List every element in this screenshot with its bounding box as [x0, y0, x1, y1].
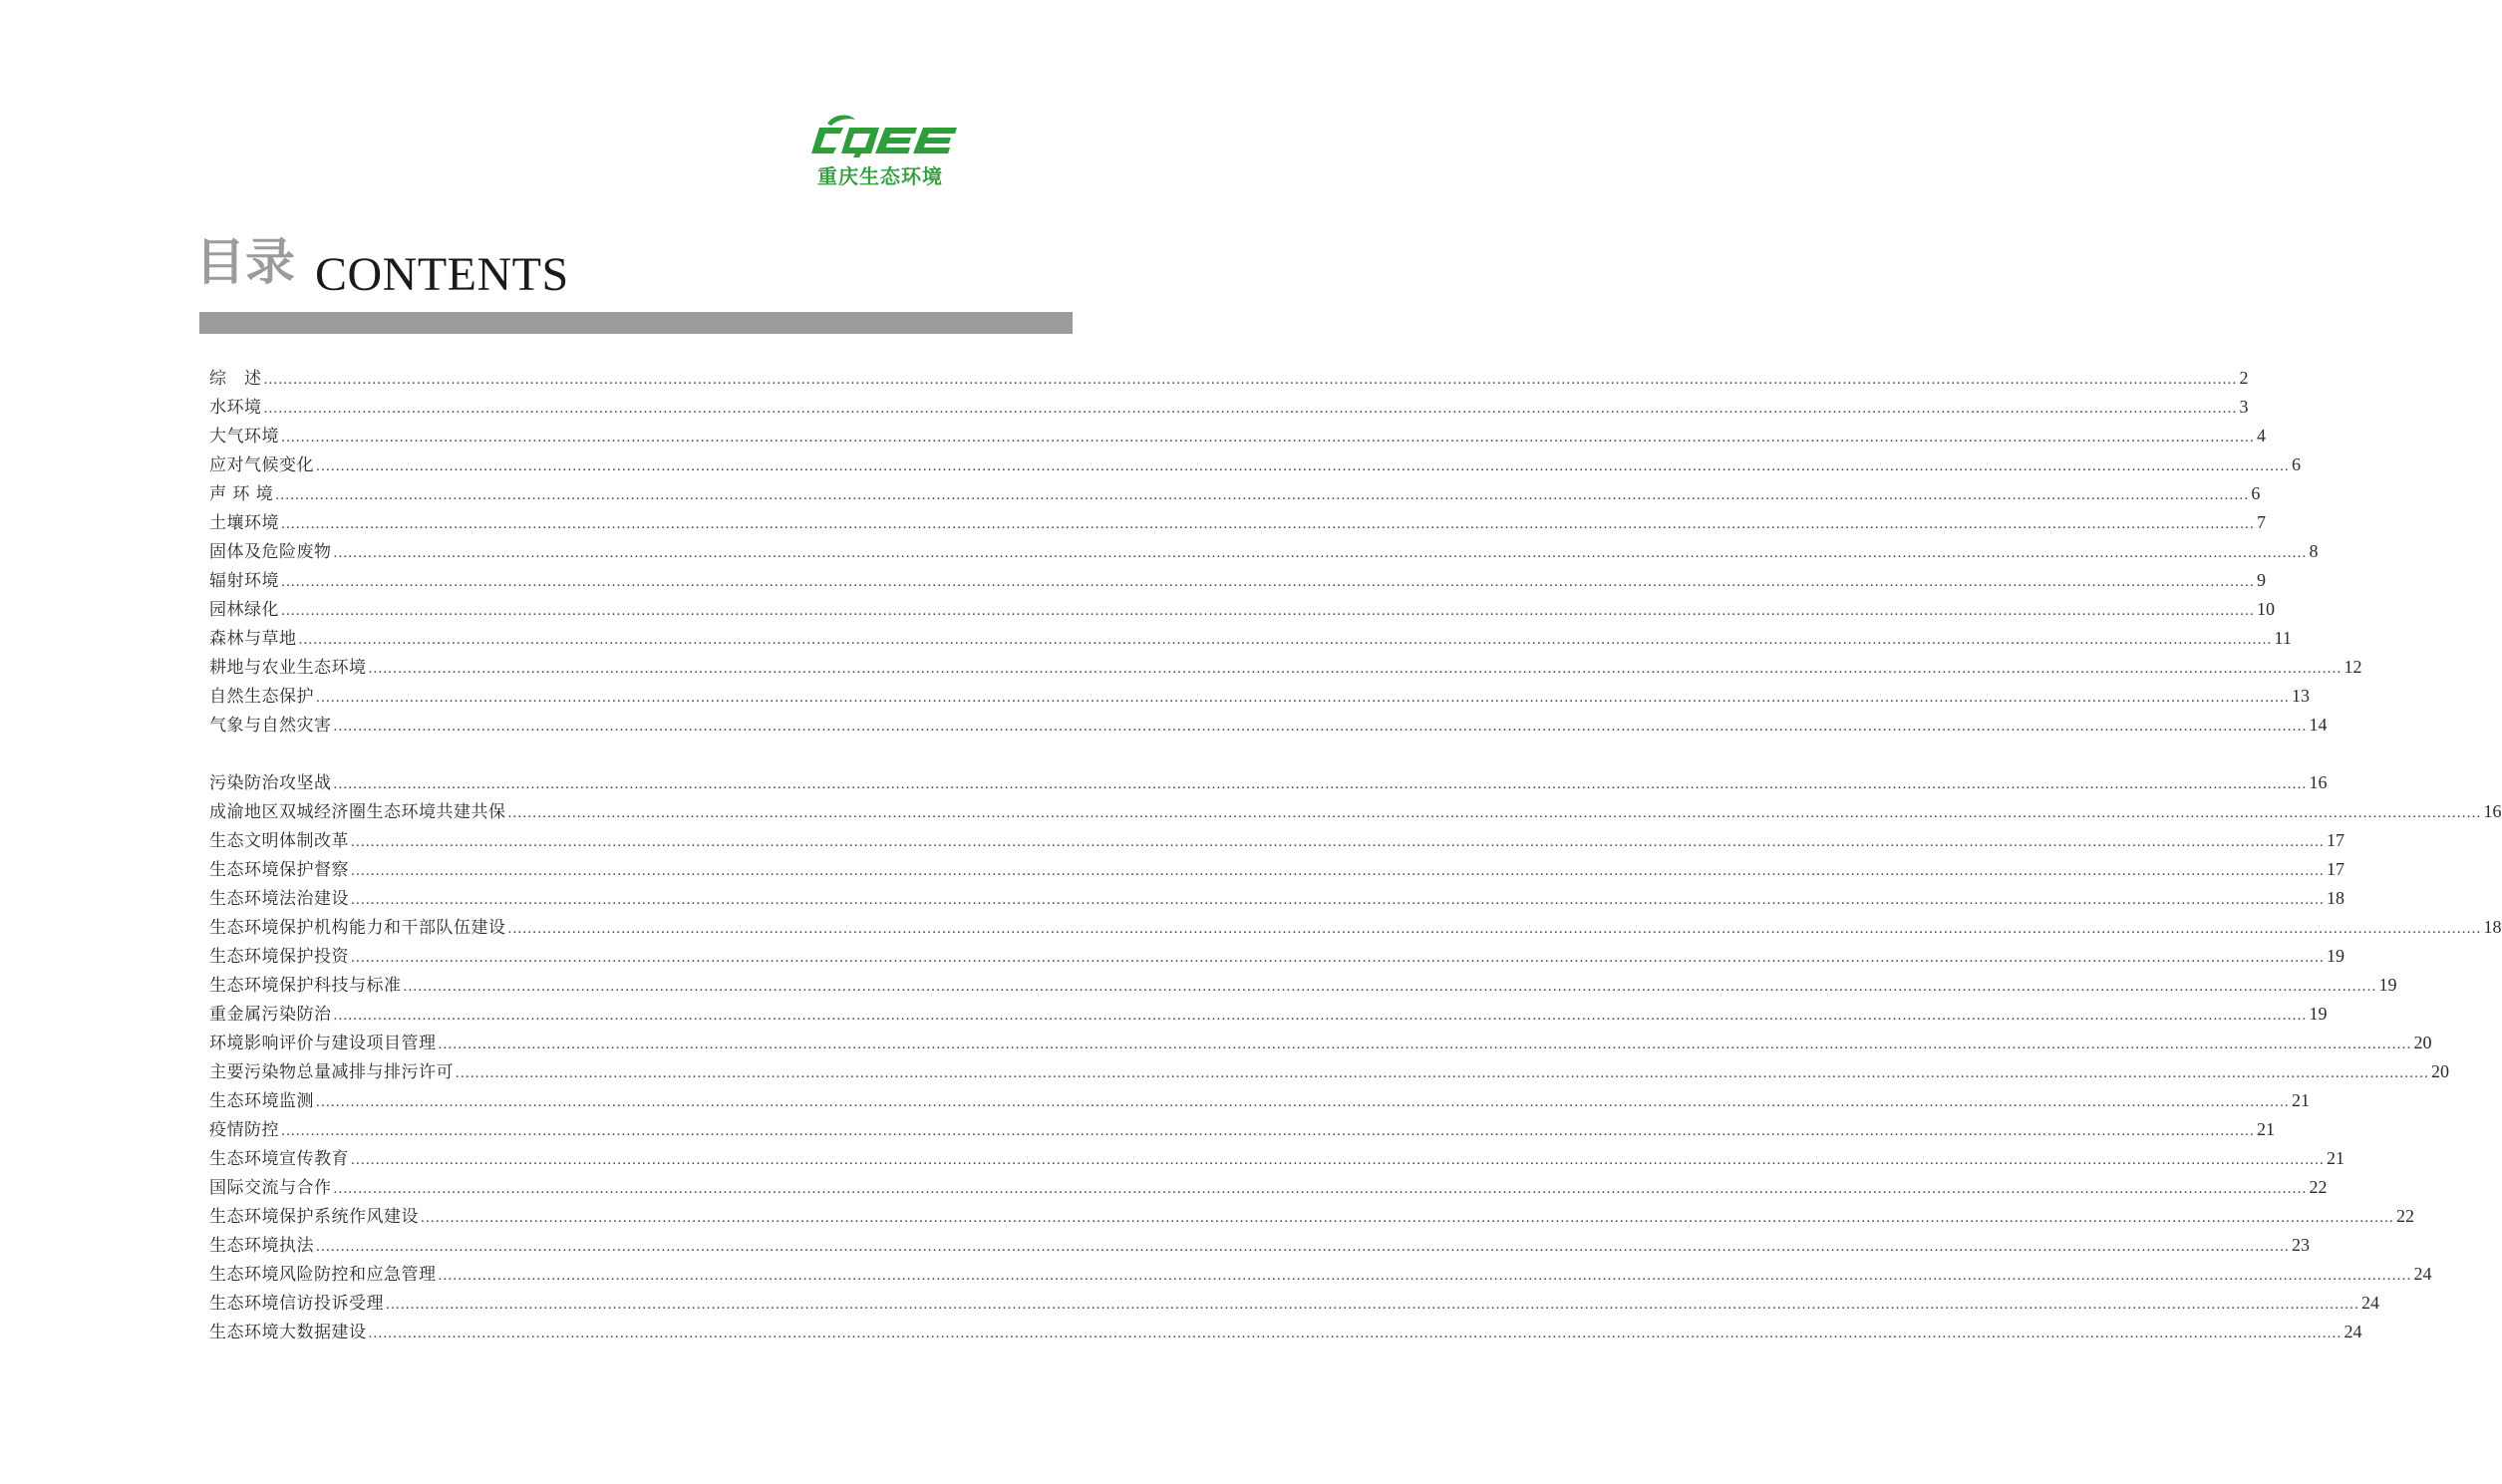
toc-dot-leader: ................................................................................................................................................................................................................................................................................................................................................................................................................: [263, 401, 2238, 417]
toc-entry-title: 辐射环境: [209, 571, 279, 591]
toc-page-number: 19: [2378, 975, 2397, 995]
toc-entry[interactable]: [209, 595, 2275, 624]
toc-entry-title: 大气环境: [209, 427, 279, 446]
toc-entry-title: 污染防治攻坚战: [209, 773, 332, 793]
toc-page-number: 17: [2327, 859, 2345, 879]
toc-page-number: 6: [2292, 454, 2301, 474]
toc-page-number: 4: [2257, 426, 2266, 445]
toc-page-number: 22: [2309, 1177, 2328, 1197]
toc-entry[interactable]: [209, 1086, 2310, 1115]
toc-dot-leader: ................................................................................................................................................................................................................................................................................................................................................................................................................: [333, 545, 2308, 561]
toc-entry-title: 生态环境保护机构能力和干部队伍建设: [209, 918, 506, 938]
toc-entry[interactable]: [209, 1029, 2432, 1057]
toc-dot-leader: ................................................................................................................................................................................................................................................................................................................................................................................................................: [421, 1210, 2394, 1226]
toc-dot-leader: ................................................................................................................................................................................................................................................................................................................................................................................................................: [333, 719, 2308, 735]
toc-dot-leader: ................................................................................................................................................................................................................................................................................................................................................................................................................: [368, 1326, 2343, 1341]
toc-page-number: 6: [2251, 483, 2261, 503]
toc-dot-leader: ................................................................................................................................................................................................................................................................................................................................................................................................................: [316, 1094, 2290, 1110]
toc-dot-leader: ................................................................................................................................................................................................................................................................................................................................................................................................................: [316, 690, 2290, 706]
toc-page-number: 24: [2361, 1293, 2379, 1313]
toc-entry-title: 综 述: [209, 369, 262, 389]
toc-entry[interactable]: [209, 1057, 2449, 1086]
toc-dot-leader: ................................................................................................................................................................................................................................................................................................................................................................................................................: [298, 632, 2273, 648]
toc-entry-title: 生态环境保护督察: [209, 860, 349, 880]
toc-dot-leader: ................................................................................................................................................................................................................................................................................................................................................................................................................: [386, 1297, 2359, 1313]
toc-dot-leader: ................................................................................................................................................................................................................................................................................................................................................................................................................: [281, 1123, 2255, 1139]
toc-dot-leader: ................................................................................................................................................................................................................................................................................................................................................................................................................: [333, 776, 2308, 792]
toc-entry-title: 应对气候变化: [209, 455, 314, 475]
toc-entry[interactable]: [209, 537, 2319, 566]
toc-page-number: 19: [2309, 1004, 2328, 1024]
toc-entry-title: 生态环境执法: [209, 1236, 314, 1256]
toc-entry[interactable]: [209, 971, 2397, 1000]
toc-dot-leader: ................................................................................................................................................................................................................................................................................................................................................................................................................: [263, 372, 2238, 388]
toc-entry[interactable]: [209, 797, 2502, 826]
toc-entry[interactable]: [209, 479, 2261, 508]
toc-page-number: 9: [2257, 570, 2266, 590]
toc-page-number: 2: [2239, 368, 2249, 388]
toc-entry[interactable]: [209, 913, 2502, 942]
toc-page-number: 16: [2483, 801, 2502, 821]
toc-page-number: 11: [2274, 628, 2292, 648]
toc-entry-title: 园林绿化: [209, 600, 279, 620]
toc-entry[interactable]: [209, 1115, 2275, 1144]
toc-page-number: 14: [2309, 715, 2328, 735]
toc-page-number: 23: [2292, 1235, 2310, 1255]
toc-page-number: 3: [2239, 397, 2249, 417]
toc-entry-title: 重金属污染防治: [209, 1005, 332, 1025]
toc-dot-leader: ................................................................................................................................................................................................................................................................................................................................................................................................................: [281, 516, 2255, 532]
toc-page-number: 21: [2292, 1090, 2310, 1110]
toc-entry[interactable]: [209, 1318, 2362, 1346]
toc-dot-leader: ................................................................................................................................................................................................................................................................................................................................................................................................................: [507, 921, 2482, 937]
toc-entry[interactable]: [209, 1289, 2379, 1318]
page-title-zh: 目录: [195, 233, 295, 291]
toc-dot-leader: ................................................................................................................................................................................................................................................................................................................................................................................................................: [351, 834, 2325, 850]
toc-section-gap: [209, 740, 957, 768]
table-of-contents: [209, 364, 2502, 1346]
toc-entry[interactable]: [209, 422, 2266, 450]
toc-entry-title: 森林与草地: [209, 629, 297, 649]
toc-dot-leader: ................................................................................................................................................................................................................................................................................................................................................................................................................: [456, 1065, 2429, 1081]
toc-entry-title: 自然生态保护: [209, 687, 314, 707]
toc-entry[interactable]: [209, 942, 2345, 971]
toc-page-number: 21: [2257, 1119, 2275, 1139]
title-divider-bar: [199, 312, 1073, 334]
toc-entry[interactable]: [209, 711, 2328, 740]
toc-entry-title: 土壤环境: [209, 513, 279, 533]
toc-entry[interactable]: [209, 364, 2249, 393]
toc-entry[interactable]: [209, 653, 2362, 682]
toc-entry[interactable]: [209, 1173, 2328, 1202]
toc-page-number: 18: [2483, 917, 2502, 937]
toc-entry[interactable]: [209, 1231, 2310, 1260]
toc-dot-leader: ................................................................................................................................................................................................................................................................................................................................................................................................................: [438, 1268, 2412, 1284]
toc-page-number: 8: [2309, 541, 2319, 561]
toc-dot-leader: ................................................................................................................................................................................................................................................................................................................................................................................................................: [316, 1239, 2290, 1255]
toc-entry[interactable]: [209, 826, 2345, 855]
toc-entry-title: 生态环境大数据建设: [209, 1323, 367, 1342]
toc-dot-leader: ................................................................................................................................................................................................................................................................................................................................................................................................................: [351, 950, 2325, 966]
toc-entry-title: 生态环境监测: [209, 1091, 314, 1111]
toc-page-number: 18: [2327, 888, 2345, 908]
toc-entry-title: 生态文明体制改革: [209, 831, 349, 851]
toc-entry-title: 生态环境风险防控和应急管理: [209, 1265, 437, 1285]
toc-dot-leader: ................................................................................................................................................................................................................................................................................................................................................................................................................: [438, 1037, 2412, 1052]
toc-page-number: 10: [2257, 599, 2275, 619]
toc-entry[interactable]: [209, 1202, 2414, 1231]
cqee-logo-mark: [809, 114, 959, 157]
toc-page-number: 20: [2413, 1033, 2432, 1052]
toc-entry[interactable]: [209, 1144, 2345, 1173]
toc-entry-title: 环境影响评价与建设项目管理: [209, 1034, 437, 1053]
toc-page-number: 17: [2327, 830, 2345, 850]
toc-dot-leader: ................................................................................................................................................................................................................................................................................................................................................................................................................: [507, 805, 2482, 821]
toc-entry-title: 疫情防控: [209, 1120, 279, 1140]
toc-entry-title: 主要污染物总量减排与排污许可: [209, 1062, 454, 1082]
cqee-logo: [809, 114, 969, 189]
toc-page-number: 16: [2309, 772, 2328, 792]
toc-entry-title: 气象与自然灾害: [209, 716, 332, 736]
toc-entry-title: 生态环境保护投资: [209, 947, 349, 967]
toc-entry[interactable]: [209, 450, 2301, 479]
toc-entry[interactable]: [209, 682, 2310, 711]
toc-dot-leader: ................................................................................................................................................................................................................................................................................................................................................................................................................: [351, 1152, 2325, 1168]
toc-dot-leader: ................................................................................................................................................................................................................................................................................................................................................................................................................: [351, 892, 2325, 908]
toc-dot-leader: ................................................................................................................................................................................................................................................................................................................................................................................................................: [316, 458, 2290, 474]
toc-entry[interactable]: [209, 566, 2266, 595]
toc-page-number: 21: [2327, 1148, 2345, 1168]
toc-dot-leader: ................................................................................................................................................................................................................................................................................................................................................................................................................: [351, 863, 2325, 879]
toc-page-number: 19: [2327, 946, 2345, 966]
toc-page-number: 24: [2344, 1322, 2362, 1341]
toc-dot-leader: ................................................................................................................................................................................................................................................................................................................................................................................................................: [275, 487, 2250, 503]
toc-entry[interactable]: [209, 884, 2345, 913]
toc-entry-title: 固体及危险废物: [209, 542, 332, 562]
toc-entry-title: 声 环 境: [209, 484, 274, 504]
toc-entry[interactable]: [209, 624, 2292, 653]
toc-page-number: 24: [2413, 1264, 2432, 1284]
toc-page-number: 22: [2396, 1206, 2414, 1226]
toc-dot-leader: ................................................................................................................................................................................................................................................................................................................................................................................................................: [281, 430, 2255, 445]
toc-dot-leader: ................................................................................................................................................................................................................................................................................................................................................................................................................: [333, 1008, 2308, 1024]
toc-page-number: 12: [2344, 657, 2362, 677]
toc-dot-leader: ................................................................................................................................................................................................................................................................................................................................................................................................................: [368, 661, 2343, 677]
toc-dot-leader: ................................................................................................................................................................................................................................................................................................................................................................................................................: [333, 1181, 2308, 1197]
toc-entry[interactable]: [209, 855, 2345, 884]
toc-dot-leader: ................................................................................................................................................................................................................................................................................................................................................................................................................: [403, 979, 2377, 995]
toc-entry-title: 成渝地区双城经济圈生态环境共建共保: [209, 802, 506, 822]
toc-entry[interactable]: [209, 768, 2328, 797]
toc-page-number: 13: [2292, 686, 2310, 706]
toc-entry[interactable]: [209, 508, 2266, 537]
toc-dot-leader: ................................................................................................................................................................................................................................................................................................................................................................................................................: [281, 574, 2255, 590]
toc-entry-title: 耕地与农业生态环境: [209, 658, 367, 678]
toc-entry-title: 生态环境保护系统作风建设: [209, 1207, 419, 1227]
toc-page-number: 7: [2257, 512, 2266, 532]
toc-entry[interactable]: [209, 1000, 2328, 1029]
toc-entry-title: 国际交流与合作: [209, 1178, 332, 1198]
toc-page-number: 20: [2431, 1061, 2449, 1081]
toc-entry-title: 生态环境法治建设: [209, 889, 349, 909]
toc-entry-title: 生态环境信访投诉受理: [209, 1294, 384, 1314]
toc-dot-leader: ................................................................................................................................................................................................................................................................................................................................................................................................................: [281, 603, 2255, 619]
toc-entry-title: 生态环境保护科技与标准: [209, 976, 402, 996]
toc-entry[interactable]: [209, 1260, 2432, 1289]
page-title-en: CONTENTS: [315, 248, 569, 301]
toc-entry-title: 生态环境宣传教育: [209, 1149, 349, 1169]
logo-subtitle: 重庆生态环境: [817, 164, 943, 188]
toc-entry-title: 水环境: [209, 398, 262, 418]
toc-entry[interactable]: [209, 393, 2249, 422]
